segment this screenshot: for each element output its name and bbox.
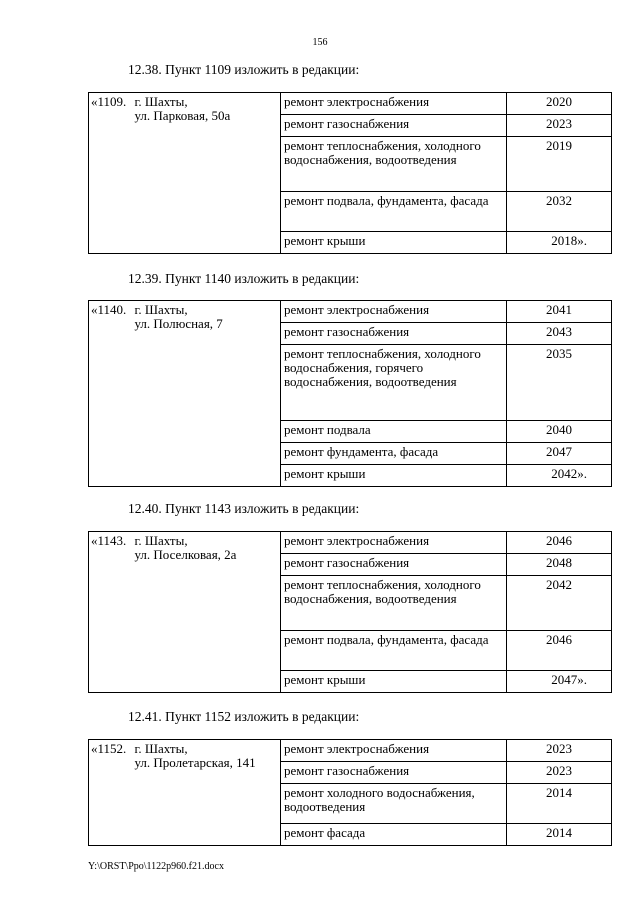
year-cell: 2023: [507, 762, 612, 784]
year-cell: 2014: [507, 784, 612, 824]
repair-table: [88, 300, 612, 487]
work-cell: ремонт теплоснабжения, холодного водоснабжения, горячего водоснабжения, водоотведения: [281, 345, 507, 421]
year-cell: 2042: [507, 576, 612, 631]
address-cell: [133, 301, 281, 487]
section-heading: 12.41. Пункт 1152 изложить в редакции:: [128, 709, 360, 724]
year-cell: 2019: [507, 137, 612, 192]
year-cell: 2023: [507, 115, 612, 137]
work-cell: ремонт теплоснабжения, холодного водоснабжения, водоотведения: [281, 137, 507, 192]
year-cell: 2046: [507, 631, 612, 671]
address-city: г. Шахты,: [134, 741, 188, 756]
section-heading: 12.40. Пункт 1143 изложить в редакции:: [128, 501, 360, 516]
address-street: ул. Поселковая, 2а: [134, 547, 237, 562]
year-cell: 2040: [507, 421, 612, 443]
address-city: г. Шахты,: [134, 533, 188, 548]
work-cell: ремонт теплоснабжения, холодного водоснабжения, водоотведения: [281, 576, 507, 631]
page-number: 156: [312, 37, 328, 48]
address-cell: [133, 740, 281, 846]
item-number: «1140.: [89, 301, 133, 487]
file-path-footer: Y:\ORST\Ppo\1122p960.f21.docx: [88, 861, 224, 872]
address-street: ул. Пролетарская, 141: [134, 755, 256, 770]
year-cell: 2047».: [507, 671, 612, 693]
work-cell: ремонт подвала, фундамента, фасада: [281, 631, 507, 671]
repair-table: [88, 739, 612, 846]
year-cell: 2035: [507, 345, 612, 421]
year-cell: 2018».: [507, 232, 612, 254]
repair-table: [88, 531, 612, 693]
work-cell: ремонт газоснабжения: [281, 115, 507, 137]
year-cell: 2023: [507, 740, 612, 762]
item-number: «1143.: [89, 532, 133, 693]
work-cell: ремонт фасада: [281, 824, 507, 846]
work-cell: ремонт электроснабжения: [281, 740, 507, 762]
year-cell: 2046: [507, 532, 612, 554]
work-cell: ремонт подвала: [281, 421, 507, 443]
item-number: «1152.: [89, 740, 133, 846]
item-number: «1109.: [89, 93, 133, 254]
work-cell: ремонт крыши: [281, 465, 507, 487]
address-street: ул. Полюсная, 7: [134, 316, 223, 331]
work-cell: ремонт электроснабжения: [281, 93, 507, 115]
work-cell: ремонт крыши: [281, 232, 507, 254]
year-cell: 2048: [507, 554, 612, 576]
work-cell: ремонт газоснабжения: [281, 762, 507, 784]
work-cell: ремонт фундамента, фасада: [281, 443, 507, 465]
work-cell: ремонт газоснабжения: [281, 323, 507, 345]
year-cell: 2042».: [507, 465, 612, 487]
address-cell: [133, 93, 281, 254]
year-cell: 2014: [507, 824, 612, 846]
year-cell: 2020: [507, 93, 612, 115]
work-cell: ремонт электроснабжения: [281, 532, 507, 554]
work-cell: ремонт крыши: [281, 671, 507, 693]
year-cell: 2047: [507, 443, 612, 465]
section-heading: 12.38. Пункт 1109 изложить в редакции:: [128, 62, 360, 77]
work-cell: ремонт газоснабжения: [281, 554, 507, 576]
year-cell: 2041: [507, 301, 612, 323]
year-cell: 2043: [507, 323, 612, 345]
address-cell: [133, 532, 281, 693]
address-street: ул. Парковая, 50а: [134, 108, 231, 123]
section-heading: 12.39. Пункт 1140 изложить в редакции:: [128, 271, 360, 286]
address-city: г. Шахты,: [134, 94, 188, 109]
repair-table: [88, 92, 612, 254]
address-city: г. Шахты,: [134, 302, 188, 317]
work-cell: ремонт электроснабжения: [281, 301, 507, 323]
work-cell: ремонт подвала, фундамента, фасада: [281, 192, 507, 232]
work-cell: ремонт холодного водоснабжения, водоотведения: [281, 784, 507, 824]
year-cell: 2032: [507, 192, 612, 232]
